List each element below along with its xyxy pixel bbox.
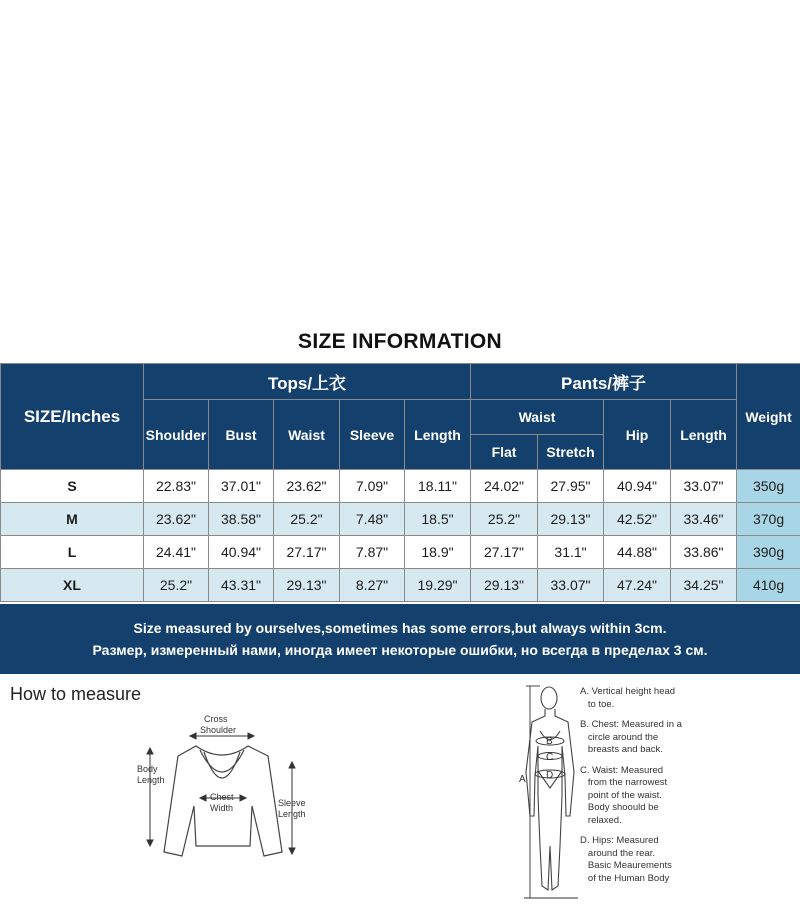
- table-cell: 33.07": [671, 470, 737, 503]
- legend-a: [580, 686, 800, 711]
- table-cell: 19.29": [405, 569, 471, 602]
- table-cell: 40.94": [604, 470, 671, 503]
- table-cell: 33.46": [671, 503, 737, 536]
- legend-d-line3: Basic Meaurements: [587, 860, 672, 871]
- body-figure: [526, 687, 574, 890]
- body-label-2: Length: [137, 775, 165, 785]
- legend-b-line2: circle around the: [587, 731, 659, 743]
- table-row: [1, 536, 800, 569]
- legend-c-line5: relaxed.: [587, 814, 622, 826]
- col-pants-waist: Waist: [471, 400, 604, 435]
- col-sleeve: Sleeve: [340, 400, 405, 470]
- chest-label-1: Chest: [210, 792, 234, 802]
- table-cell: 22.83": [144, 470, 209, 503]
- legend-b-line1: B. Chest: Measured in a: [580, 719, 682, 730]
- table-cell: 24.02": [471, 470, 538, 503]
- weight-cell: 350g: [737, 470, 800, 503]
- size-label: L: [1, 536, 144, 569]
- table-cell: 29.13": [471, 569, 538, 602]
- legend-b-line3: breasts and back.: [587, 744, 663, 755]
- table-row: [1, 503, 800, 536]
- measure-legend: [580, 686, 800, 893]
- table-cell: 33.07": [538, 569, 604, 602]
- table-cell: 43.31": [209, 569, 274, 602]
- size-label: S: [1, 470, 144, 503]
- table-row: [1, 569, 800, 602]
- table-cell: 18.5": [405, 503, 471, 536]
- cross-label-2: Shoulder: [200, 725, 237, 735]
- table-cell: 29.13": [538, 503, 604, 536]
- table-cell: 31.1": [538, 536, 604, 569]
- col-stretch: Stretch: [538, 435, 604, 470]
- table-cell: 27.17": [274, 536, 340, 569]
- legend-a-line1: A. Vertical height head: [580, 686, 676, 697]
- sleeve-length-arrow: [289, 762, 295, 854]
- table-cell: 27.95": [538, 470, 604, 503]
- chest-label-2: Width: [210, 803, 234, 813]
- sleeve-label-2: Length: [278, 809, 306, 819]
- table-cell: 25.2": [274, 503, 340, 536]
- weight-cell: 410g: [737, 569, 800, 602]
- col-bust: Bust: [209, 400, 274, 470]
- size-table: [0, 363, 800, 602]
- body-length-arrow: [147, 748, 153, 846]
- table-cell: 44.88": [604, 536, 671, 569]
- note-russian: Размер, измеренный нами, иногда имеет некоторые ошибки, но всегда в пределах 3 см.: [92, 642, 708, 658]
- table-cell: 7.87": [340, 536, 405, 569]
- table-cell: 7.09": [340, 470, 405, 503]
- mark-c: C: [546, 752, 554, 763]
- size-label: M: [1, 503, 144, 536]
- col-waist: Waist: [274, 400, 340, 470]
- weight-cell: 370g: [737, 503, 800, 536]
- legend-a-line2: to toe.: [587, 698, 615, 710]
- col-shoulder: Shoulder: [144, 400, 209, 470]
- weight-cell: 390g: [737, 536, 800, 569]
- legend-d: [580, 835, 800, 885]
- table-cell: 38.58": [209, 503, 274, 536]
- table-cell: 40.94": [209, 536, 274, 569]
- measurement-note: [0, 604, 800, 674]
- table-cell: 37.01": [209, 470, 274, 503]
- note-english: Size measured by ourselves,sometimes has some errors,but always within 3cm.: [133, 620, 667, 636]
- table-cell: 7.48": [340, 503, 405, 536]
- table-cell: 25.2": [471, 503, 538, 536]
- mark-a: A: [519, 774, 526, 785]
- how-to-measure-section: [0, 676, 800, 914]
- legend-c-line3: point of the waist.: [587, 789, 662, 801]
- table-cell: 8.27": [340, 569, 405, 602]
- table-cell: 33.86": [671, 536, 737, 569]
- sleeve-label-1: Sleeve: [278, 798, 306, 808]
- legend-d-line2: around the rear.: [587, 847, 655, 859]
- col-length: Length: [405, 400, 471, 470]
- size-header: SIZE/Inches: [1, 364, 144, 470]
- legend-c-line4: Body shoould be: [587, 802, 659, 813]
- table-cell: 25.2": [144, 569, 209, 602]
- col-pants-length: Length: [671, 400, 737, 470]
- legend-b: [580, 719, 800, 757]
- legend-c: [580, 765, 800, 828]
- table-cell: 34.25": [671, 569, 737, 602]
- size-label: XL: [1, 569, 144, 602]
- legend-c-line1: C. Waist: Measured: [580, 764, 664, 776]
- legend-d-line1: D. Hips: Measured: [580, 835, 659, 846]
- col-flat: Flat: [471, 435, 538, 470]
- how-to-measure-title: How to measure: [10, 684, 142, 704]
- table-cell: 47.24": [604, 569, 671, 602]
- table-cell: 18.11": [405, 470, 471, 503]
- col-hip: Hip: [604, 400, 671, 470]
- table-cell: 18.9": [405, 536, 471, 569]
- page-title: SIZE INFORMATION: [298, 330, 502, 353]
- table-cell: 24.41": [144, 536, 209, 569]
- table-cell: 23.62": [274, 470, 340, 503]
- table-cell: 29.13": [274, 569, 340, 602]
- legend-d-line4: of the Human Body: [587, 872, 670, 884]
- legend-c-line2: from the narrowest: [587, 777, 668, 788]
- body-label-1: Body: [137, 764, 158, 774]
- cross-label-1: Cross: [204, 714, 228, 724]
- mark-d: D: [546, 770, 554, 781]
- mark-b: B: [546, 736, 553, 747]
- weight-header: Weight: [737, 364, 800, 470]
- pants-header: Pants/裤子: [471, 364, 737, 400]
- table-cell: 42.52": [604, 503, 671, 536]
- tops-header: Tops/上衣: [144, 364, 471, 400]
- table-row: [1, 470, 800, 503]
- table-cell: 23.62": [144, 503, 209, 536]
- table-cell: 27.17": [471, 536, 538, 569]
